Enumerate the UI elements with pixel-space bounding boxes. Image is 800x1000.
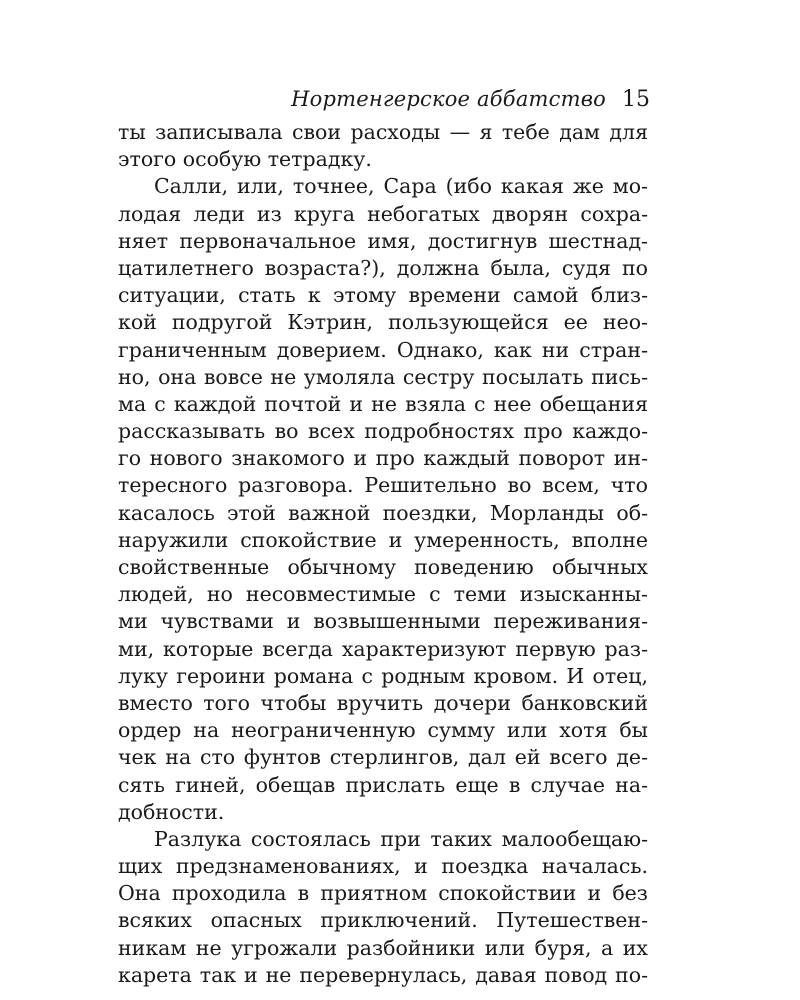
text-line: свойственные обычному поведению обычных [118,555,648,579]
text-line: вместо того чтобы вручить дочери банковский [118,690,648,715]
text-line: добности. [118,799,225,824]
text-line: чек на сто фунтов стерлингов, дал ей всего де- [118,745,648,770]
text-line: щих предзнаменованиях, и поездка началась. [118,854,648,879]
text-line: граниченным доверием. Однако, как ни стран- [118,337,648,362]
text-line: ма с каждой почтой и не взяла с нее обещания [118,391,648,416]
text-line: рассказывать во всех подробностях про каждо- [118,419,648,444]
book-title: Нортенгерское аббатство [291,87,606,111]
text-line: луку героини романа с родным кровом. И отец, [118,663,648,688]
text-line: кой подругой Кэтрин, пользующейся ее нео- [118,310,648,335]
text-line: ми чувствами и возвышенными переживания- [118,609,648,634]
text-line: карета так и не перевернулась, давая повод по- [118,962,648,987]
text-line: го нового знакомого и про каждый поворот ин- [118,446,648,471]
text-line: ордер на неограниченную сумму или хотя бы [118,718,648,743]
text-line: людей, но несовместимые с теми изысканны- [118,582,648,607]
text-line: ми, которые всегда характеризуют первую раз- [118,636,648,661]
text-line: всяких опасных приключений. Путешествен- [118,908,648,933]
text-line: тересного разговора. Решительно во всем, что [118,473,648,498]
text-line: лодая леди из круга небогатых дворян сохра- [118,201,648,226]
text-line: наружили спокойствие и умеренность, вполне [118,527,648,552]
text-line: никам не угрожали разбойники или буря, а их [118,935,648,960]
text-line: Разлука состоялась при таких малообещаю- [154,826,648,851]
text-line: Салли, или, точнее, Сара (ибо какая же мо- [154,174,648,199]
text-line: но, она вовсе не умоляла сестру посылать пись- [118,364,648,389]
text-line: касалось этой важной поездки, Морланды об- [118,500,648,525]
text-line: Она проходила в приятном спокойствии и без [118,881,648,906]
text-line: ты записывала свои расходы — я тебе дам для [118,120,648,144]
page-number: 15 [622,87,650,112]
text-line: няет первоначальное имя, достигнув шестнад- [118,228,648,253]
body-text [118,119,648,989]
running-header [150,86,650,113]
text-line: этого особую тетрадку. [118,147,372,172]
text-line: цатилетнего возраста?), должна была, судя по [118,255,648,280]
text-line: сять гиней, обещав прислать еще в случае на- [118,772,648,797]
text-line: ситуации, стать к этому времени самой близ- [118,283,648,308]
